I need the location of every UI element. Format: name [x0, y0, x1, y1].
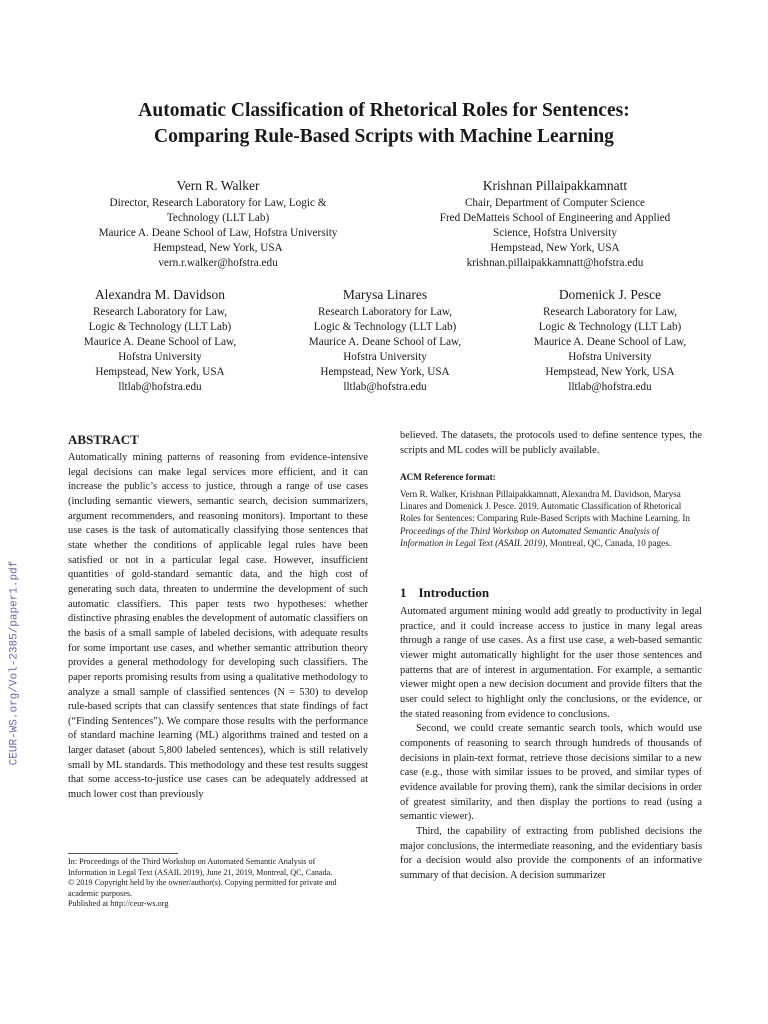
continuation-paragraph: believed. The datasets, the protocols used to define sentence types, the scripts and ML codes will be publicly available. — [400, 430, 702, 456]
section-heading-introduction — [400, 585, 489, 601]
author-affiliation-line: Research Laboratory for Law, — [542, 306, 678, 318]
author-block-walker — [68, 177, 368, 271]
side-stamp-text[interactable]: CEUR-WS.org/Vol-2385/paper1.pdf — [8, 560, 21, 766]
intro-paragraph: Second, we could create semantic search tools, which would use components of reasoning to search through hundreds of thousands of decisions in plain-text format, retrieve those decisions similar to a new case (e.g., those with similar issues to be proved, and similar types of evidence available for proving them), rank the similar decisions in order of greatest similarity, and then display the portions to read (using a semantic viewer). — [400, 723, 702, 823]
author-affiliation-line: Logic & Technology (LLT Lab) — [313, 321, 457, 333]
title-line-1: Automatic Classification of Rhetorical Roles for Sentences: — [138, 100, 630, 121]
footnote-line[interactable]: Published at http://ceur-ws.org — [68, 899, 169, 908]
section-number: 1 — [400, 585, 407, 600]
author-block-davidson — [60, 286, 260, 395]
acm-reference-text: Vern R. Walker, Krishnan Pillaipakkamnatt, Alexandra M. Davidson, Marysa Linares and Domenick J. Pesce. 2019. Automatic Classification of Rhetorical Roles for Sentences: Comparing Rule-Based Scripts with Machine Learning. In — [400, 489, 690, 524]
author-email[interactable]: vern.r.walker@hofstra.edu — [158, 257, 278, 269]
author-affiliation-line: Hempstead, New York, USA — [95, 366, 225, 378]
author-affiliation-line: Maurice A. Deane School of Law, — [533, 336, 687, 348]
author-affiliation-line: Hofstra University — [343, 351, 427, 363]
author-affiliation-line: Technology (LLT Lab) — [166, 212, 270, 224]
intro-paragraph: Automated argument mining would add greatly to productivity in legal practice, and it could increase access to justice in many legal areas through a range of use cases. As a first use case, a web-based semantic viewer might automatically highlight for the user those sentences and patterns that are of interest in argumentation. For example, a semantic viewer might open a new decision document and provide filters that the user could select to highlight only the conclusions, or the evidence, or the stated reasoning from evidence to conclusions. — [400, 606, 702, 720]
author-affiliation-line: Director, Research Laboratory for Law, Logic & — [109, 197, 327, 209]
footnote-line: In: Proceedings of the Third Workshop on Automated Semantic Analysis of — [68, 857, 316, 866]
footnote-line: Information in Legal Text (ASAIL 2019), June 21, 2019, Montreal, QC, Canada. — [68, 867, 333, 877]
introduction-body — [400, 605, 702, 883]
author-name: Krishnan Pillaipakkamnatt — [482, 178, 628, 193]
author-email[interactable]: lltlab@hofstra.edu — [118, 381, 202, 393]
author-affiliation-line: Chair, Department of Computer Science — [464, 197, 646, 209]
section-title: Introduction — [418, 585, 490, 600]
author-name: Marysa Linares — [342, 287, 428, 302]
author-affiliation-line: Hempstead, New York, USA — [490, 242, 620, 254]
acm-reference-heading: ACM Reference format: — [400, 472, 496, 482]
author-name: Domenick J. Pesce — [558, 287, 662, 302]
acm-reference-location: , Montreal, QC, Canada, 10 pages. — [545, 537, 672, 548]
author-affiliation-line: Maurice A. Deane School of Law, Hofstra University — [98, 227, 338, 239]
author-affiliation-line: Maurice A. Deane School of Law, — [83, 336, 237, 348]
author-name: Alexandra M. Davidson — [94, 287, 226, 302]
author-affiliation-line: Hempstead, New York, USA — [545, 366, 675, 378]
footnote — [68, 857, 368, 910]
author-affiliation-line: Hempstead, New York, USA — [320, 366, 450, 378]
intro-paragraph: Third, the capability of extracting from published decisions the major conclusions, the intermediate reasoning, and the evidentiary basis for a decision would also provide the components of an informative summary of that decision. A decision summarizer — [400, 825, 702, 881]
author-affiliation-line: Hempstead, New York, USA — [153, 242, 283, 254]
title-line-2: Comparing Rule-Based Scripts with Machine Learning — [154, 126, 614, 147]
abstract-body — [68, 451, 368, 803]
author-affiliation-line: Logic & Technology (LLT Lab) — [88, 321, 232, 333]
author-email[interactable]: lltlab@hofstra.edu — [343, 381, 427, 393]
author-email[interactable]: lltlab@hofstra.edu — [568, 381, 652, 393]
footnote-line: © 2019 Copyright held by the owner/author(s). Copying permitted for private and — [68, 878, 337, 887]
author-affiliation-line: Hofstra University — [118, 351, 202, 363]
author-block-pesce — [510, 286, 710, 395]
acm-reference-proceedings: Proceedings of the Third Workshop on Automated Semantic Analysis of Information in Legal Text (ASAIL 2019) — [400, 525, 660, 548]
author-name: Vern R. Walker — [176, 178, 260, 193]
side-stamp — [4, 545, 24, 790]
author-affiliation-line: Research Laboratory for Law, — [92, 306, 228, 318]
footnote-rule — [68, 853, 178, 854]
author-email[interactable]: krishnan.pillaipakkamnatt@hofstra.edu — [466, 257, 644, 269]
right-column-continuation — [400, 429, 702, 458]
author-block-pillaipakkamnatt — [400, 177, 710, 271]
footnote-line: academic purposes. — [68, 888, 133, 898]
author-affiliation-line: Logic & Technology (LLT Lab) — [538, 321, 682, 333]
author-affiliation-line: Hofstra University — [568, 351, 652, 363]
author-affiliation-line: Research Laboratory for Law, — [317, 306, 453, 318]
author-affiliation-line: Science, Hofstra University — [493, 227, 617, 239]
author-block-linares — [285, 286, 485, 395]
paper-title — [40, 98, 728, 150]
acm-reference — [400, 488, 700, 549]
author-affiliation-line: Fred DeMatteis School of Engineering and Applied — [439, 212, 671, 224]
abstract-heading: ABSTRACT — [68, 432, 139, 447]
abstract-paragraph: Automatically mining patterns of reasoning from evidence-intensive legal decisions can make legal services more efficient, and it can increase the public’s access to justice, through a range of use cases (including semantic viewers, semantic search, decision summarizers, argument recommenders, and reasoning monitors). Important to these use cases is the task of automatically classifying those sentences that state whether the conditions of applicable legal rules have been satisfied or not in a particular legal case. However, insufficient quantities of gold-standard semantic data, and the high cost of generating such data, threaten to undermine the development of such automatic classifiers. This paper tests two hypotheses: whether distinctive phrasing enables the development of automatic classifiers on the basis of a small sample of labeled decisions, with adequate results for some important use cases, and whether semantic attribution theory provides a general methodology for developing such classifiers. The paper reports promising results from using a qualitative methodology to analyze a small sample of classified sentences (N = 530) to develop rule-based scripts that can classify sentences that state findings of fact (“Finding Sentences”). We compare those results with the performance of standard machine learning (ML) algorithms trained and tested on a larger dataset (about 5,800 labeled sentences), which is still relatively small by ML standards. This methodology and these test results suggest that some access-to-justice use cases can be adequately addressed at much lower cost than previously — [68, 452, 368, 801]
author-affiliation-line: Maurice A. Deane School of Law, — [308, 336, 462, 348]
